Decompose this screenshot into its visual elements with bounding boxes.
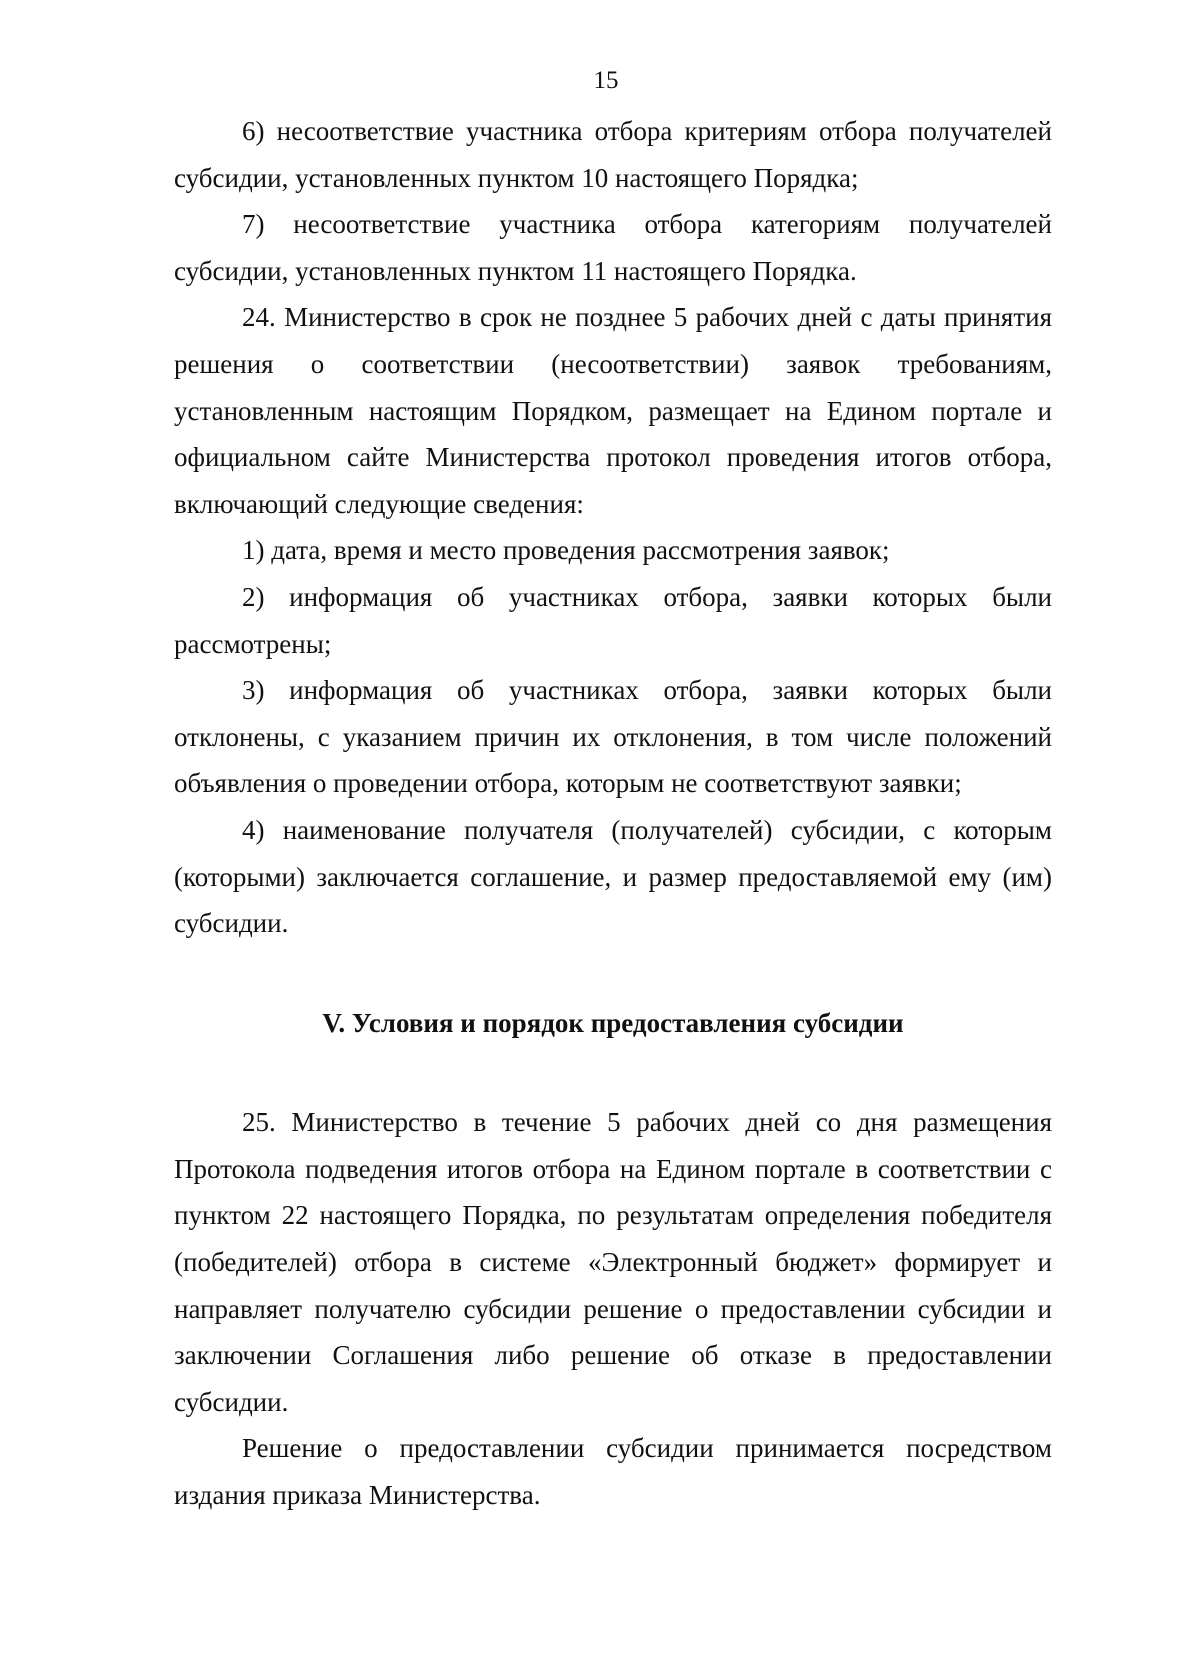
spacer	[174, 947, 1052, 1000]
paragraph-subitem-4: 4) наименование получателя (получателей) субсидии, с которым (которыми) заключается соглашение, и размер предоставляемой ему (им) субсидии.	[174, 814, 1052, 939]
section-heading: V. Условия и порядок предоставления субсидии	[322, 1007, 904, 1038]
paragraph-item-6: 6) несоответствие участника отбора критериям отбора получателей субсидии, установленных пунктом 10 настоящего Порядка;	[174, 116, 1052, 193]
page-number: 15	[593, 67, 619, 94]
paragraph-item-7: 7) несоответствие участника отбора категориям получателей субсидии, установленных пунктом 11 настоящего Порядка.	[174, 209, 1052, 286]
spacer	[174, 1046, 1052, 1099]
document-body	[174, 108, 1052, 1519]
paragraph-subitem-2: 2) информация об участниках отбора, заявки которых были рассмотрены;	[174, 581, 1052, 659]
paragraph-decision: Решение о предоставлении субсидии принимается посредством издания приказа Министерства.	[174, 1433, 1052, 1511]
paragraph-clause-25: 25. Министерство в течение 5 рабочих дней со дня размещения Протокола подведения итогов отбора на Едином портале в соответствии с пунктом 22 настоящего Порядка, по результатам определения победителя (победителей) отбора в системе «Электронный бюджет» формирует и направляет получателю субсидии решение о предоставлении субсидии и заключении Соглашения либо решение об отказе в предоставлении субсидии.	[174, 1107, 1052, 1417]
paragraph-clause-24: 24. Министерство в срок не позднее 5 рабочих дней с даты принятия решения о соответствии (несоответствии) заявок требованиям, установленным настоящим Порядком, размещает на Едином портале и официальном сайте Министерства протокол проведения итогов отбора, включающий следующие сведения:	[174, 302, 1052, 519]
paragraph-subitem-3: 3) информация об участниках отбора, заявки которых были отклонены, с указанием причин их отклонения, в том числе положений объявления о проведении отбора, которым не соответствуют заявки;	[174, 675, 1052, 799]
paragraph-subitem-1: 1) дата, время и место проведения рассмотрения заявок;	[242, 535, 890, 566]
